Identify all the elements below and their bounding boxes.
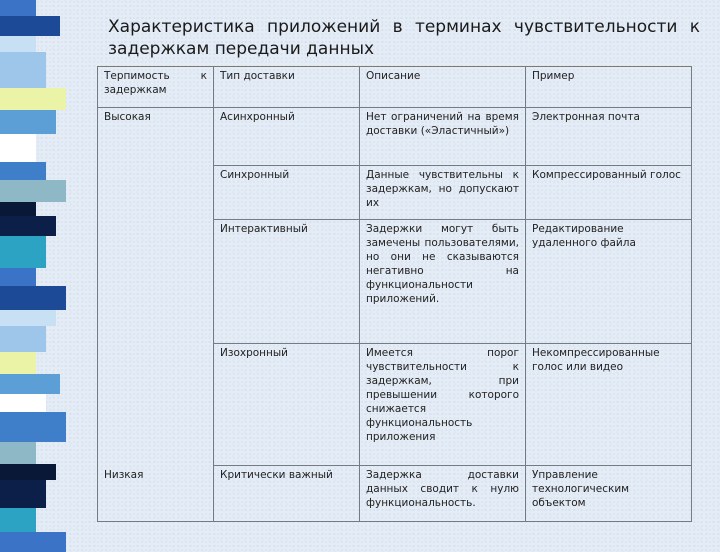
cell-description: Данные чувствительны к задержкам, но допускают их (360, 166, 526, 220)
stripe-band (0, 216, 56, 236)
cell-example: Компрессированный голос (526, 166, 692, 220)
stripe-band (0, 134, 36, 162)
header-delivery-type: Тип доставки (214, 67, 360, 108)
table-row (98, 466, 692, 522)
cell-description: Имеется порог чувствительности к задержкам, при превышении которого снижается функциональность приложения (360, 344, 526, 466)
stripe-band (0, 442, 36, 464)
stripe-band (0, 532, 66, 552)
stripe-band (0, 352, 36, 374)
stripe-band (0, 52, 46, 88)
stripe-band (0, 236, 46, 268)
stripe-band (0, 162, 46, 180)
stripe-band (0, 374, 60, 394)
stripe-band (0, 110, 56, 134)
header-example: Пример (526, 67, 692, 108)
stripe-band (0, 412, 66, 442)
cell-description: Задержка доставки данных сводит к нулю функциональность. (360, 466, 526, 522)
stripe-band (0, 286, 66, 310)
stripe-band (0, 16, 60, 36)
table-header-row (98, 67, 692, 108)
table-row (98, 344, 692, 466)
cell-type: Асинхронный (214, 108, 360, 166)
cell-example: Некомпрессированные голос или видео (526, 344, 692, 466)
stripe-band (0, 464, 56, 480)
cell-tolerance: Низкая (98, 466, 214, 522)
header-description: Описание (360, 67, 526, 108)
header-tolerance: Терпимость к задержкам (98, 67, 214, 108)
stripe-band (0, 480, 46, 508)
stripe-band (0, 36, 36, 52)
cell-type: Синхронный (214, 166, 360, 220)
cell-tolerance: Высокая (98, 108, 214, 166)
cell-type: Критически важный (214, 466, 360, 522)
cell-example: Управление технологическим объектом (526, 466, 692, 522)
table-row (98, 108, 692, 166)
stripe-band (0, 268, 36, 286)
cell-type: Интерактивный (214, 220, 360, 344)
stripe-band (0, 202, 36, 216)
decorative-stripe (0, 0, 66, 540)
stripe-band (0, 326, 46, 352)
delay-sensitivity-table (97, 66, 692, 522)
stripe-band (0, 310, 56, 326)
cell-example: Электронная почта (526, 108, 692, 166)
cell-type: Изохронный (214, 344, 360, 466)
cell-description: Нет ограничений на время доставки («Эластичный») (360, 108, 526, 166)
slide-title: Характеристика приложений в терминах чувствительности к задержкам передачи данных (108, 17, 700, 59)
table-row (98, 220, 692, 344)
stripe-band (0, 0, 36, 16)
stripe-band (0, 508, 36, 532)
cell-tolerance (98, 344, 214, 466)
stripe-band (0, 394, 46, 412)
stripe-band (0, 88, 66, 110)
cell-description: Задержки могут быть замечены пользователями, но они не сказываются негативно на функциональности приложений. (360, 220, 526, 344)
cell-tolerance (98, 166, 214, 220)
cell-tolerance (98, 220, 214, 344)
cell-example: Редактирование удаленного файла (526, 220, 692, 344)
table-row (98, 166, 692, 220)
stripe-band (0, 180, 66, 202)
